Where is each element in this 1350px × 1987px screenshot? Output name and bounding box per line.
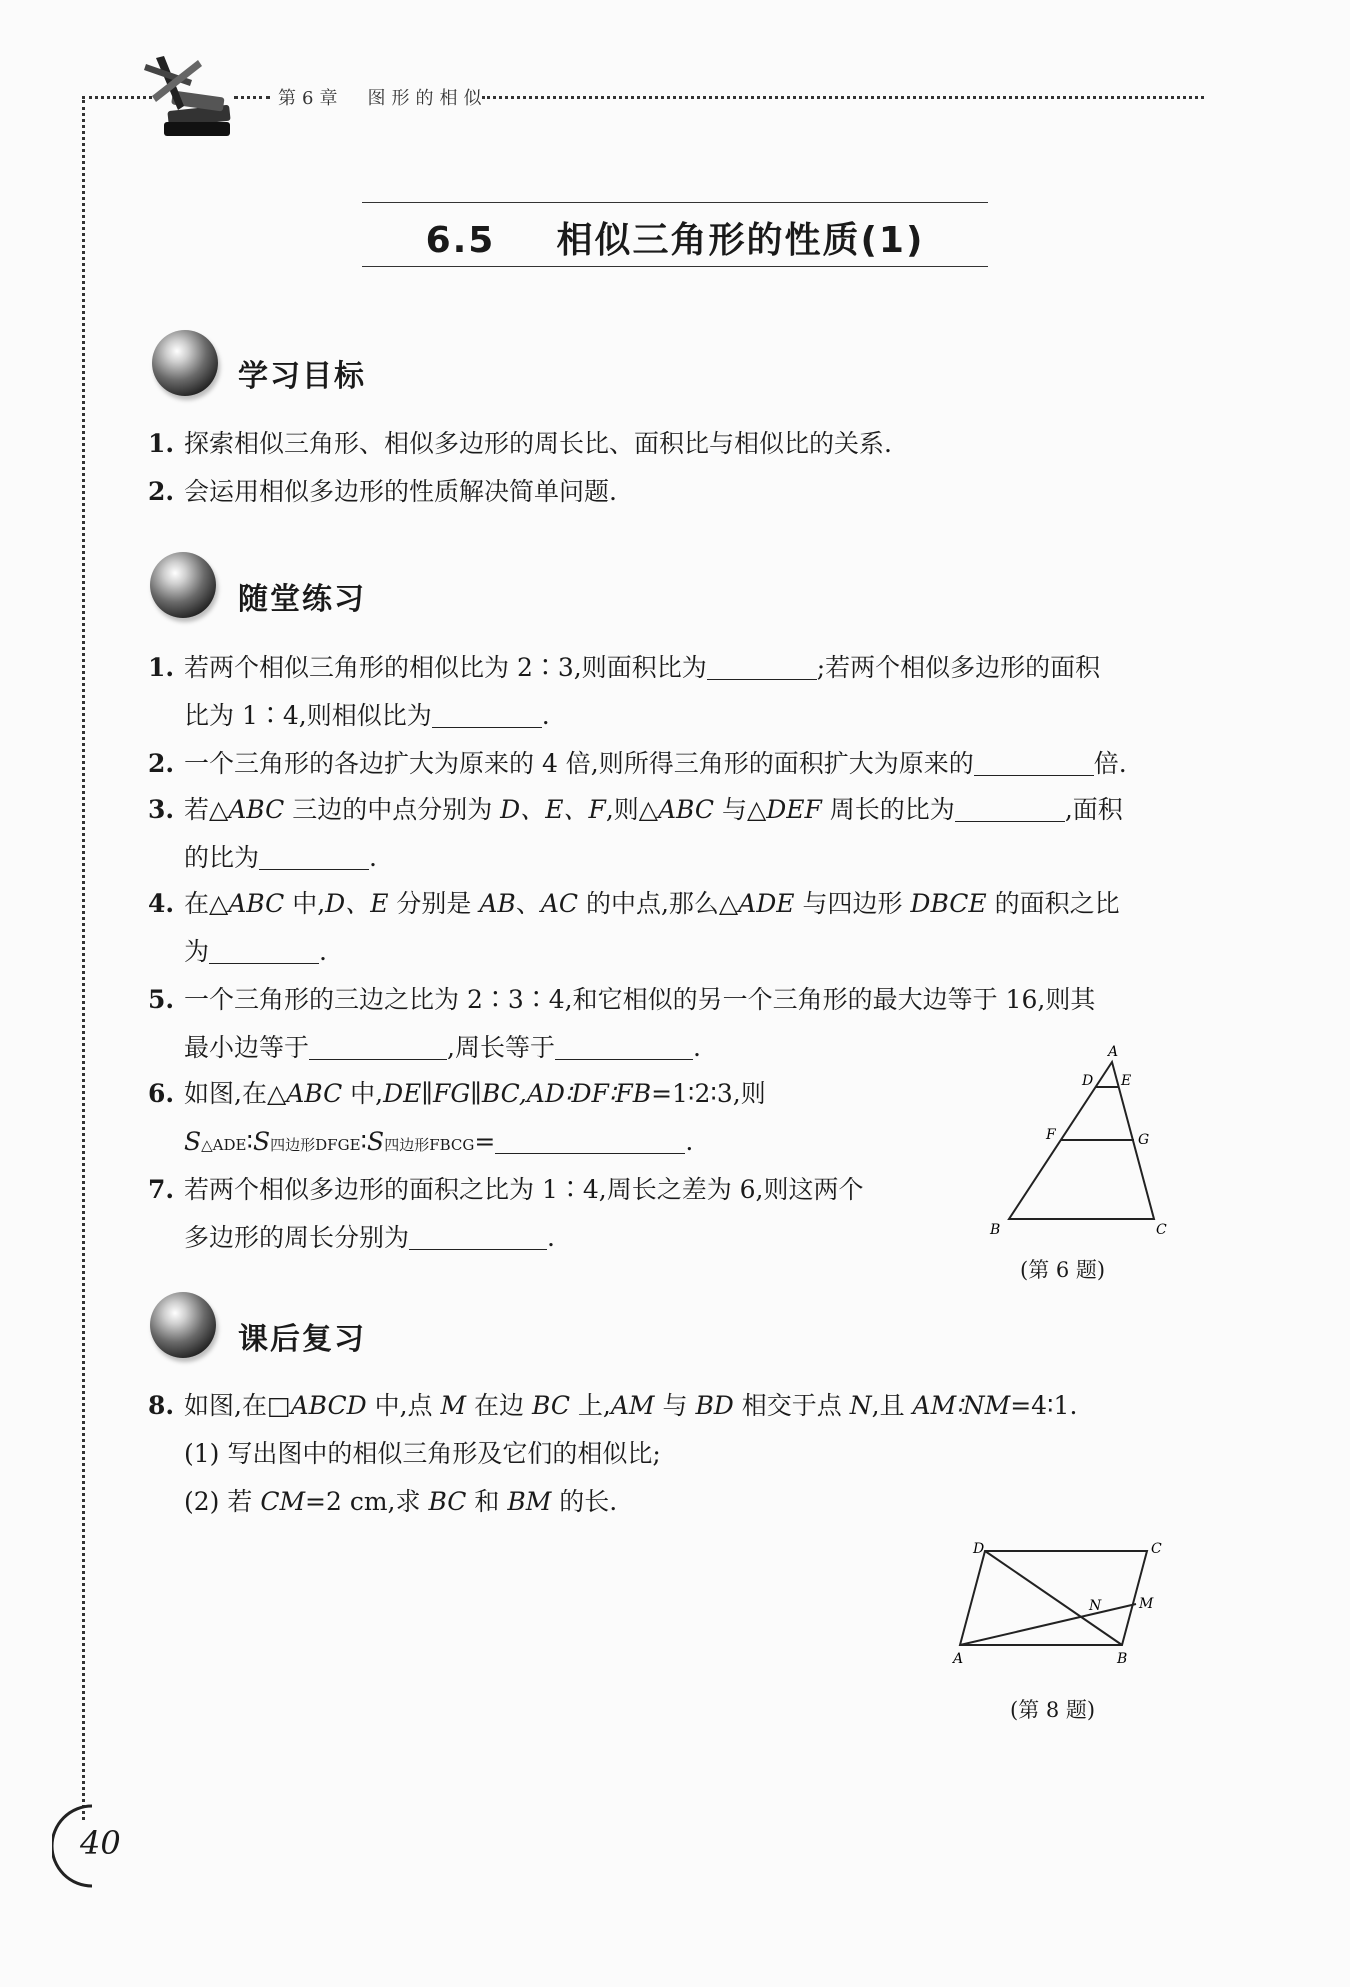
section-title-review: 课后复习 — [238, 1322, 366, 1357]
label-a: A — [1108, 1044, 1119, 1060]
answer-blank[interactable] — [495, 1152, 685, 1154]
label-d: D — [1082, 1073, 1094, 1089]
answer-blank[interactable] — [432, 726, 542, 728]
title-rule-bottom — [362, 266, 988, 267]
label-b: B — [990, 1222, 1001, 1238]
diagonal-bd — [985, 1551, 1122, 1645]
label-g: G — [1138, 1132, 1150, 1148]
answer-blank[interactable] — [955, 820, 1065, 822]
title-rule-top — [362, 202, 988, 203]
goal-item-2: 2. 会运用相似多边形的性质解决简单问题. — [148, 477, 617, 506]
question-5: 5. 一个三角形的三边之比为 2∶3∶4,和它相似的另一个三角形的最大边等于 16,则其 最小边等于 ,周长等于 . — [148, 985, 1096, 1062]
label-b: B — [1117, 1651, 1128, 1667]
header-dotted-line-right — [482, 96, 1204, 99]
figure-8-caption: (第 8 题) — [1010, 1698, 1096, 1722]
question-1: 1. 若两个相似三角形的相似比为 2∶3,则面积比为 ;若两个相似多边形的面积 比为 1∶4,则相似比为 . — [148, 653, 1101, 730]
figure-6-caption: (第 6 题) — [1020, 1258, 1106, 1282]
label-m: M — [1139, 1596, 1154, 1612]
question-8-part-1: (1) 写出图中的相似三角形及它们的相似比; — [184, 1439, 661, 1468]
question-2: 2. 一个三角形的各边扩大为原来的 4 倍,则所得三角形的面积扩大为原来的 倍. — [148, 749, 1127, 778]
label-f: F — [1046, 1127, 1056, 1143]
question-7: 7. 若两个相似多边形的面积之比为 1∶4,周长之差为 6,则这两个 多边形的周长分别为 . — [148, 1175, 864, 1252]
figure-8-parallelogram — [945, 1535, 1175, 1670]
label-c: C — [1156, 1222, 1167, 1238]
figure-6-triangle — [980, 1040, 1200, 1240]
section-ball-icon — [150, 552, 216, 618]
lesson-number: 6.5 — [425, 220, 496, 261]
section-title-goals: 学习目标 — [238, 359, 366, 394]
section-ball-icon — [150, 1292, 216, 1358]
question-8-part-2: (2) 若 CM=2 cm,求 BC 和 BM 的长. — [184, 1487, 618, 1516]
answer-blank[interactable] — [707, 678, 817, 680]
question-6: 6. 如图,在△ABC 中,DE∥FG∥BC,AD∶DF∶FB=1∶2∶3,则 S△ADE∶S四边形DFGE∶S四边形FBCG= . — [148, 1079, 766, 1156]
label-e: E — [1121, 1073, 1132, 1089]
books-icon — [138, 50, 238, 142]
question-8: 8. 如图,在□ABCD 中,点 M 在边 BC 上,AM 与 BD 相交于点 N,且 AM∶NM=4∶1. (1) 写出图中的相似三角形及它们的相似比; (2) 若 CM=2 cm,求 BC 和 BM 的长. — [148, 1382, 1208, 1526]
chapter-header: 第6章 图形的相似 — [278, 88, 488, 109]
question-3: 3. 若△ABC 三边的中点分别为 D、E、F,则△ABC 与△DEF 周长的比为 ,面积 的比为 . — [148, 795, 1123, 872]
segment-am — [960, 1604, 1136, 1645]
lesson-title-text: 相似三角形的性质(1) — [556, 220, 925, 261]
answer-blank[interactable] — [974, 774, 1094, 776]
answer-blank[interactable] — [259, 868, 369, 870]
section-ball-icon — [152, 330, 218, 396]
label-a: A — [953, 1651, 964, 1667]
section-title-practice: 随堂练习 — [238, 582, 366, 617]
left-dotted-margin-line — [82, 100, 85, 1820]
header-dotted-line-mid — [234, 96, 270, 99]
page-number: 40 — [80, 1824, 121, 1862]
answer-blank[interactable] — [309, 1058, 447, 1060]
lesson-title — [362, 212, 988, 263]
question-4: 4. 在△ABC 中,D、E 分别是 AB、AC 的中点,那么△ADE 与四边形 DBCE 的面积之比 为 . — [148, 889, 1120, 966]
answer-blank[interactable] — [555, 1058, 693, 1060]
goal-item-1: 1. 探索相似三角形、相似多边形的周长比、面积比与相似比的关系. — [148, 429, 892, 458]
label-n: N — [1089, 1598, 1102, 1614]
answer-blank[interactable] — [209, 962, 319, 964]
answer-blank[interactable] — [409, 1248, 547, 1250]
label-d: D — [973, 1541, 985, 1557]
label-c: C — [1151, 1541, 1162, 1557]
